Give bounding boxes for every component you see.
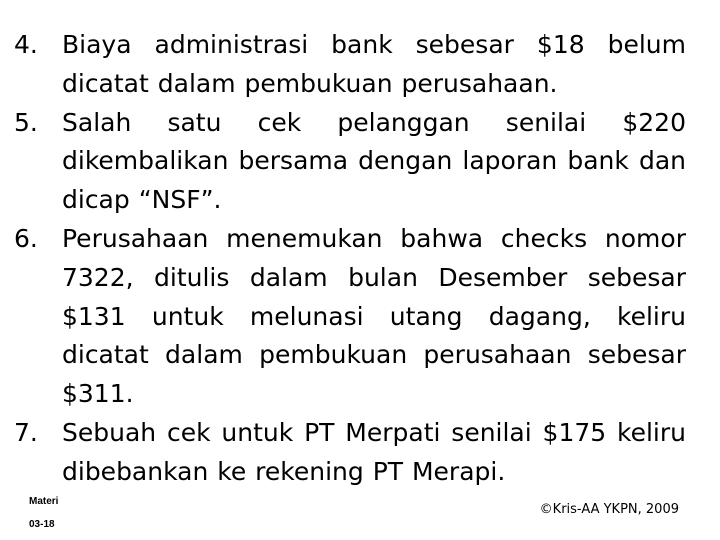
item-text: Sebuah cek untuk PT Merpati senilai $175 keliru dibebankan ke rekening PT Merapi. — [62, 417, 686, 486]
list-item — [14, 414, 686, 492]
footer-page-number: 03-18 — [29, 519, 55, 530]
footer-section-label: Materi — [29, 496, 59, 507]
list-item — [14, 26, 686, 104]
item-text: Perusahaan menemukan bahwa checks nomor 7322, ditulis dalam bulan Desember sebesar $131 untuk melunasi utang dagang, keliru dicatat dalam pembukuan perusahaan sebesar $311. — [62, 223, 686, 409]
numbered-list — [14, 26, 686, 492]
footer-credit: ©Kris-AA YKPN, 2009 — [539, 502, 679, 517]
item-number: 5. — [14, 107, 38, 137]
item-text: Biaya administrasi bank sebesar $18 belum dicatat dalam pembukuan perusahaan. — [62, 30, 686, 98]
item-number: 4. — [14, 30, 38, 59]
list-item — [14, 104, 686, 220]
item-text: Salah satu cek pelanggan senilai $220 dikembalikan bersama dengan laporan bank dan dicap “NSF”. — [62, 107, 686, 215]
item-number: 7. — [14, 417, 38, 447]
list-item — [14, 220, 686, 414]
item-number: 6. — [14, 223, 38, 253]
